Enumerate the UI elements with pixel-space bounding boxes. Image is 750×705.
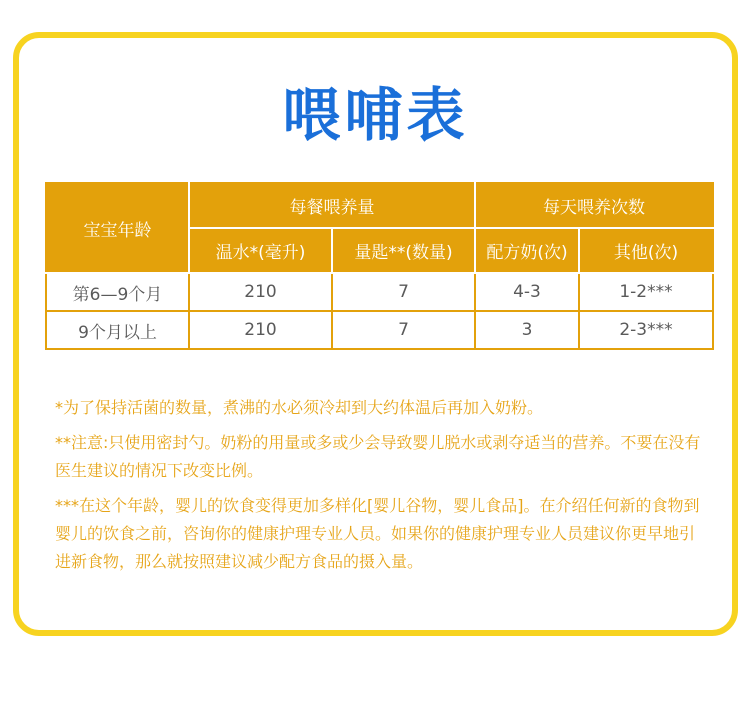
- cell-water: 210: [189, 273, 332, 311]
- header-daily-feedings: 每天喂养次数: [475, 183, 713, 228]
- header-per-meal-amount: 每餐喂养量: [189, 183, 475, 228]
- footnote-water-temperature: *为了保持活菌的数量，煮沸的水必须冷却到大约体温后再加入奶粉。: [55, 398, 544, 417]
- header-scoops: 量匙**(数量): [332, 228, 475, 273]
- cell-age: 9个月以上: [46, 311, 189, 349]
- footnotes: [55, 394, 705, 583]
- footnote-diet-variety: ***在这个年龄，婴儿的饮食变得更加多样化[婴儿谷物，婴儿食品]。在介绍任何新的食物到婴儿的饮食之前，咨询你的健康护理专业人员。如果你的健康护理专业人员建议你更早地引进新食物，那么就按照建议减少配方食品的摄入量。: [55, 496, 700, 571]
- feeding-card: [13, 32, 738, 636]
- cell-scoops: 7: [332, 273, 475, 311]
- table-row: [46, 273, 713, 311]
- table-row: [46, 311, 713, 349]
- page-title: 喂哺表: [282, 81, 469, 149]
- feeding-table: [45, 182, 714, 350]
- header-formula-times: 配方奶(次): [475, 228, 579, 273]
- header-baby-age: 宝宝年龄: [46, 183, 189, 273]
- cell-other: 2-3***: [579, 311, 713, 349]
- cell-formula: 3: [475, 311, 579, 349]
- table-header-row: [46, 183, 713, 228]
- header-other-times: 其他(次): [579, 228, 713, 273]
- cell-age: 第6—9个月: [46, 273, 189, 311]
- header-warm-water: 温水*(毫升): [189, 228, 332, 273]
- cell-formula: 4-3: [475, 273, 579, 311]
- footnote-scoop-usage: **注意:只使用密封勺。奶粉的用量或多或少会导致婴儿脱水或剥夺适当的营养。不要在没有医生建议的情况下改变比例。: [55, 433, 701, 480]
- cell-other: 1-2***: [579, 273, 713, 311]
- cell-water: 210: [189, 311, 332, 349]
- cell-scoops: 7: [332, 311, 475, 349]
